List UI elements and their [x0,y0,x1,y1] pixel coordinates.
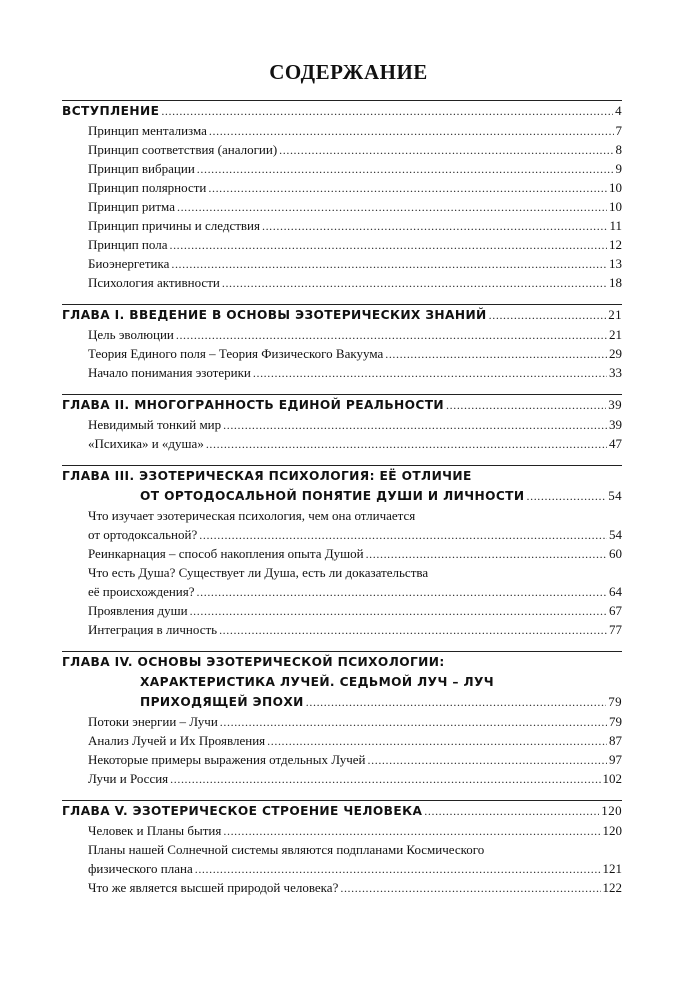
toc-entry[interactable] [62,582,622,601]
entry-title: Человек и Планы бытия [88,823,222,838]
toc-section-intro [62,101,622,292]
entry-title: Принцип соответствия (аналогии) [88,142,278,157]
toc-chapter-heading[interactable] [62,305,622,325]
toc-chapter-heading-line[interactable]: ГЛАВА IV. ОСНОВЫ ЭЗОТЕРИЧЕСКОЙ ПСИХОЛОГИИ: [62,655,445,669]
page-number: 18 [609,275,622,290]
toc-entry[interactable] [62,254,622,273]
entry-title: Цель эволюции [88,327,174,342]
toc-section-chapter-5 [62,801,622,897]
page-number: 7 [615,123,622,138]
dot-leader [279,141,613,159]
dot-leader [177,198,607,216]
toc-entry[interactable] [62,363,622,382]
toc-chapter-heading[interactable] [62,395,622,415]
entry-title: Теория Единого поля – Теория Физического Вакуума [88,346,384,361]
toc-entry[interactable] [62,821,622,840]
page-number: 54 [609,527,622,542]
entry-title: Принцип ритма [88,199,175,214]
toc-chapter-heading[interactable] [62,801,622,821]
page-number: 121 [602,861,622,876]
dot-leader [340,879,600,897]
dot-leader [219,621,607,639]
page-number: 47 [609,436,622,451]
dot-leader [223,822,600,840]
dot-leader [208,179,607,197]
toc-entry[interactable] [62,731,622,750]
entry-title: её происхождения? [88,584,195,599]
dot-leader [209,122,614,140]
toc-entry[interactable] [62,344,622,363]
page-number: 60 [609,546,622,561]
dot-leader [489,305,607,325]
entry-title: Биоэнергетика [88,256,170,271]
chapter-title: ПРИХОДЯЩЕЙ ЭПОХИ [140,695,304,709]
page-number: 12 [609,237,622,252]
toc-entry[interactable] [62,325,622,344]
dot-leader [161,101,613,121]
page-number: 10 [609,199,622,214]
entry-title: Невидимый тонкий мир [88,417,222,432]
page-number: 21 [609,327,622,342]
toc-chapter-heading[interactable] [62,101,622,121]
toc-entry-line[interactable]: Что изучает эзотерическая психология, чем она отличается [88,508,416,523]
toc-entry[interactable] [62,878,622,897]
toc-entry[interactable] [62,601,622,620]
chapter-title: ОТ ОРТОДОСАЛЬНОЙ ПОНЯТИЕ ДУШИ И ЛИЧНОСТИ [140,489,525,503]
toc-entry[interactable] [62,750,622,769]
page-number: 21 [608,307,622,322]
dot-leader [223,416,607,434]
dot-leader [176,326,607,344]
entry-title: Интеграция в личность [88,622,218,637]
page-number: 64 [609,584,622,599]
toc-section-chapter-3 [62,466,622,639]
page-number: 10 [609,180,622,195]
toc-entry[interactable] [62,121,622,140]
dot-leader [267,732,607,750]
entry-title: Некоторые примеры выражения отдельных Лучей [88,752,366,767]
toc-entry[interactable] [62,140,622,159]
toc-chapter-heading[interactable] [62,486,622,506]
dot-leader [306,692,606,712]
page-title: СОДЕРЖАНИЕ [269,60,428,84]
entry-title: Что же является высшей природой человека? [88,880,339,895]
page-number: 29 [609,346,622,361]
entry-title: Принцип причины и следствия [88,218,260,233]
entry-title: Принцип вибрации [88,161,195,176]
page-number: 11 [609,218,622,233]
entry-title: Лучи и Россия [88,771,169,786]
dot-leader [385,345,607,363]
dot-leader [527,486,607,506]
chapter-title: ВСТУПЛЕНИЕ [62,104,160,118]
entry-title: от ортодоксальной? [88,527,198,542]
toc-entry[interactable] [62,415,622,434]
dot-leader [222,274,607,292]
toc-content [62,100,622,909]
toc-entry[interactable] [62,769,622,788]
page-number: 9 [615,161,622,176]
page-number: 39 [609,417,622,432]
toc-entry[interactable] [62,434,622,453]
page-number: 120 [602,823,622,838]
toc-entry-line[interactable]: Планы нашей Солнечной системы являются подпланами Космического [88,842,485,857]
toc-entry[interactable] [62,197,622,216]
toc-entry[interactable] [62,216,622,235]
chapter-title: ГЛАВА II. МНОГОГРАННОСТЬ ЕДИНОЙ РЕАЛЬНОСТИ [62,398,445,412]
page-number: 97 [609,752,622,767]
page-number: 79 [608,694,622,709]
entry-title: Психология активности [88,275,220,290]
toc-entry[interactable] [62,235,622,254]
toc-entry[interactable] [62,525,622,544]
toc-section-chapter-1 [62,305,622,382]
toc-entry[interactable] [62,712,622,731]
toc-entry[interactable] [62,620,622,639]
page-number: 122 [602,880,622,895]
toc-entry[interactable] [62,273,622,292]
dot-leader [171,255,607,273]
chapter-title: ГЛАВА V. ЭЗОТЕРИЧЕСКОЕ СТРОЕНИЕ ЧЕЛОВЕКА [62,804,423,818]
dot-leader [197,160,614,178]
entry-title: Принцип полярности [88,180,207,195]
entry-title: «Психика» и «душа» [88,436,204,451]
page-number: 77 [609,622,622,637]
page-number: 54 [608,488,622,503]
dot-leader [424,801,599,821]
entry-title: физического плана [88,861,193,876]
page-number: 13 [609,256,622,271]
page-number: 39 [608,397,622,412]
page-number: 79 [609,714,622,729]
page-number: 4 [615,103,622,118]
entry-title: Реинкарнация – способ накопления опыта Душой [88,546,364,561]
dot-leader [199,526,607,544]
dot-leader [262,217,607,235]
toc-chapter-heading-line[interactable]: ГЛАВА III. ЭЗОТЕРИЧЕСКАЯ ПСИХОЛОГИЯ: ЕЁ ОТЛИЧИЕ [62,469,472,483]
entry-title: Проявления души [88,603,188,618]
entry-title: Потоки энергии – Лучи [88,714,218,729]
dot-leader [366,545,607,563]
chapter-title: ГЛАВА I. ВВЕДЕНИЕ В ОСНОВЫ ЭЗОТЕРИЧЕСКИХ ЗНАНИЙ [62,308,487,322]
toc-chapter-heading[interactable] [62,692,622,712]
dot-leader [220,713,607,731]
dot-leader [195,860,601,878]
entry-title: Анализ Лучей и Их Проявления [88,733,266,748]
page-number: 120 [601,803,622,818]
page-number: 33 [609,365,622,380]
dot-leader [368,751,607,769]
dot-leader [206,435,607,453]
dot-leader [253,364,607,382]
toc-entry-line[interactable]: Что есть Душа? Существует ли Душа, есть ли доказательства [88,565,429,580]
entry-title: Принцип пола [88,237,168,252]
dot-leader [446,395,606,415]
toc-chapter-heading-line[interactable]: ХАРАКТЕРИСТИКА ЛУЧЕЙ. СЕДЬМОЙ ЛУЧ – ЛУЧ [140,675,495,689]
toc-entry[interactable] [62,859,622,878]
entry-title: Начало понимания эзотерики [88,365,251,380]
toc-section-chapter-4 [62,652,622,788]
toc-section-chapter-2 [62,395,622,453]
page-number: 8 [615,142,622,157]
page-number: 67 [609,603,622,618]
dot-leader [170,770,600,788]
dot-leader [169,236,607,254]
dot-leader [190,602,607,620]
toc-entry[interactable] [62,159,622,178]
toc-entry[interactable] [62,178,622,197]
dot-leader [197,583,607,601]
page-number: 87 [609,733,622,748]
toc-entry[interactable] [62,544,622,563]
entry-title: Принцип ментализма [88,123,207,138]
page-number: 102 [602,771,622,786]
